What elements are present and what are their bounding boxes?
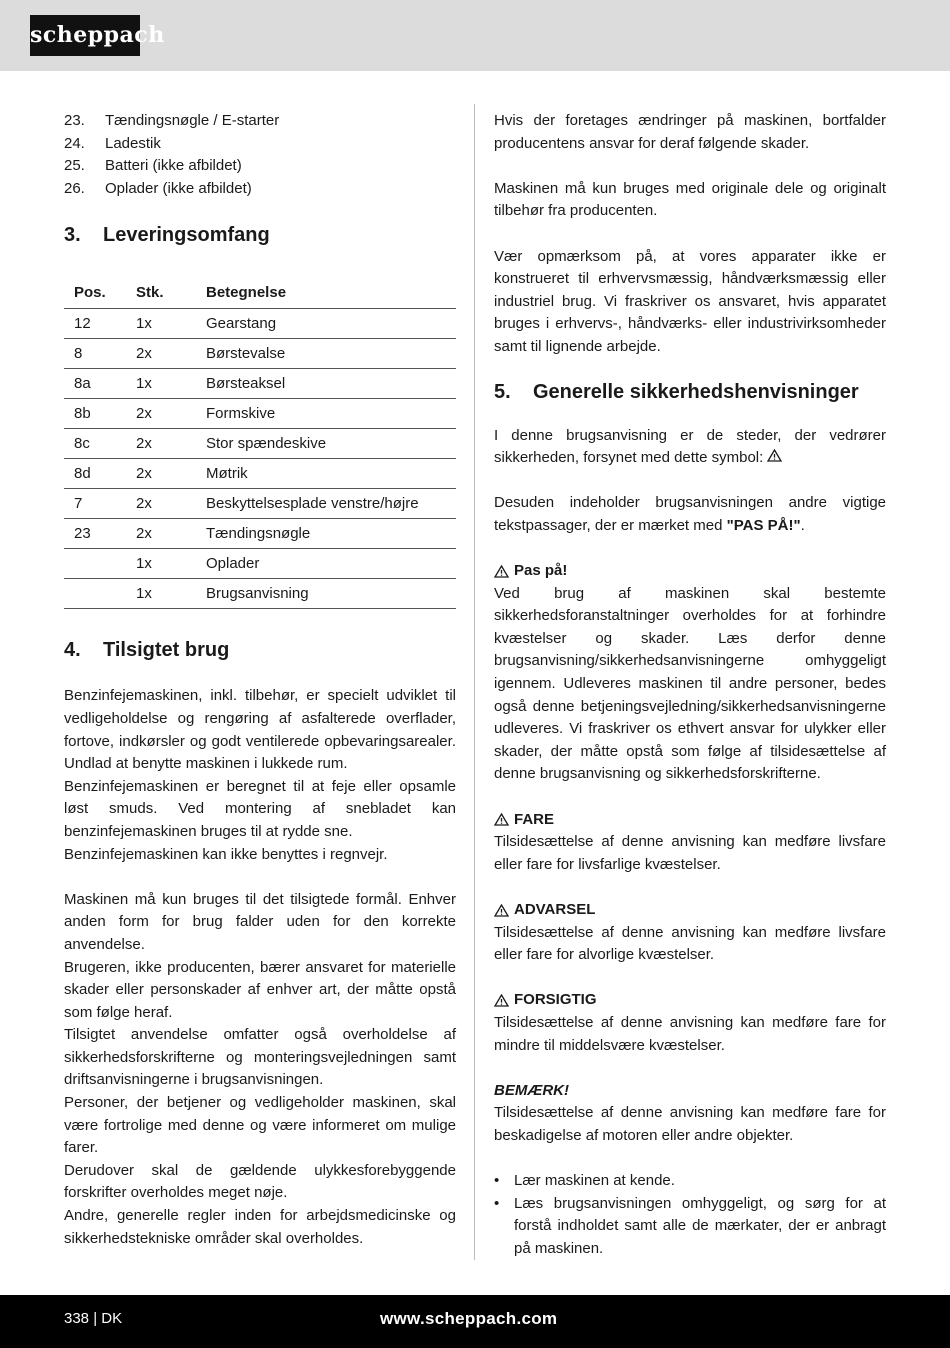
column-header: Stk. xyxy=(126,278,196,309)
cell: Gearstang xyxy=(196,309,456,339)
cell: 1x xyxy=(126,549,196,579)
paragraph: Vær opmærksom på, at vores apparater ikke er konstrueret til erhvervsmæssig, håndværksmæssig eller industriel brug. Vi fraskriver os ansvaret, hvis apparatet bruges i erhvervs-, håndværks- eller industrivirksomheder samt til lignende arbejde. xyxy=(494,247,886,355)
list-item xyxy=(64,155,456,178)
section-number: 5. xyxy=(494,380,511,403)
item-text: Batteri (ikke afbildet) xyxy=(105,157,242,175)
cell: 2x xyxy=(126,459,196,489)
paragraph: Personer, der betjener og vedligeholder maskinen, skal være fortrolige med denne og være informeret om mulige farer. xyxy=(64,1094,456,1157)
paragraph-text: . xyxy=(800,516,805,534)
table-row xyxy=(64,549,456,579)
paragraph: Tilsidesættelse af denne anvisning kan medføre fare for beskadigelse af motoren eller andre objekter. xyxy=(494,1104,886,1144)
cell: 2x xyxy=(126,339,196,369)
item-text: Ladestik xyxy=(105,134,161,152)
cell: Oplader xyxy=(196,549,456,579)
column-header: Pos. xyxy=(64,278,126,309)
list-item xyxy=(494,1170,886,1193)
cell xyxy=(64,549,126,579)
cell: 8b xyxy=(64,399,126,429)
cell: 8 xyxy=(64,339,126,369)
cell: 2x xyxy=(126,399,196,429)
cell: 2x xyxy=(126,429,196,459)
cell: Beskyttelsesplade venstre/højre xyxy=(196,489,456,519)
cell: 1x xyxy=(126,579,196,609)
note-heading: BEMÆRK! xyxy=(494,1081,569,1099)
paragraph: Tilsidesættelse af denne anvisning kan medføre fare for mindre til middelsvære kvæstelser. xyxy=(494,1013,886,1054)
cell: 8d xyxy=(64,459,126,489)
table-row xyxy=(64,399,456,429)
section-title: Tilsigtet brug xyxy=(103,639,230,662)
item-number: 24. xyxy=(64,134,85,152)
cell: 1x xyxy=(126,369,196,399)
warning-title: FARE xyxy=(514,810,555,828)
paragraph: Benzinfejemaskinen, inkl. tilbehør, er specielt udviklet til vedligeholdelse og rengøring af asfalterede overflader, fortove, indkørsler og godt ventilerede opbevaringsarealer. Undlad at benytte maskinen i lukkede rum. xyxy=(64,687,456,773)
list-item xyxy=(64,133,456,156)
section-heading-5 xyxy=(494,379,886,405)
warning-triangle-icon xyxy=(494,904,509,917)
section-title: Generelle sikkerhedshenvisninger xyxy=(533,380,859,403)
table-row xyxy=(64,429,456,459)
paragraph: Tilsidesættelse af denne anvisning kan medføre livsfare eller fare for alvorlige kvæstelser. xyxy=(494,923,886,964)
section-heading-3 xyxy=(64,222,456,248)
table-header-row xyxy=(64,278,456,309)
item-text: Læs brugsanvisningen omhyggeligt, og sørg for at forstå indholdet samt alle de mærkater, der er anbragt på maskinen. xyxy=(514,1194,886,1257)
table-row xyxy=(64,459,456,489)
item-text: Lær maskinen at kende. xyxy=(514,1172,675,1190)
list-item xyxy=(494,1193,886,1261)
warning-title: ADVARSEL xyxy=(514,901,596,918)
list-item xyxy=(64,110,456,133)
paragraph: Maskinen må kun bruges med originale dele og originalt tilbehør fra producenten. xyxy=(494,179,886,220)
paragraph: Brugeren, ikke producenten, bærer ansvaret for materielle skader eller personskader af enhver art, der måtte opstå som følge heraf. xyxy=(64,958,456,1021)
cell: Brugsanvisning xyxy=(196,579,456,609)
section-title: Leveringsomfang xyxy=(103,224,270,247)
bullet: • xyxy=(494,1194,500,1212)
parts-list xyxy=(64,110,456,200)
delivery-table xyxy=(64,278,456,609)
warning-triangle-icon xyxy=(494,813,509,826)
right-column xyxy=(494,110,886,1261)
cell: 2x xyxy=(126,519,196,549)
warning-heading xyxy=(494,560,886,583)
cell: 8c xyxy=(64,429,126,459)
website-link[interactable]: www.scheppach.com xyxy=(380,1309,558,1328)
table-row xyxy=(64,579,456,609)
pas-paa-label: "PAS PÅ!" xyxy=(726,516,801,534)
cell: Formskive xyxy=(196,399,456,429)
column-header: Betegnelse xyxy=(196,278,456,309)
warning-title: Pas på! xyxy=(514,562,568,580)
page-footer xyxy=(0,1295,950,1348)
item-number: 26. xyxy=(64,179,85,197)
paragraph: Ved brug af maskinen skal bestemte sikkerhedsforanstaltninger overholdes for at forhindre kvæstelser og skader. Læs derfor denne brugsanvisning/sikkerhedsanvisningerne omhyggeligt igennem. Udleveres maskinen til andre personer, bedes også denne betjeningsvejledning/sikkerhedsanvisningerne udleveres. Vi fraskriver os ethvert ansvar for ulykker eller skader, der måtte opstå som følge af tilsidesættelse af denne brugsanvisning og sikkerhedsforskrifterne. xyxy=(494,584,886,783)
paragraph: Maskinen må kun bruges til det tilsigtede formål. Enhver anden form for brug falder uden for den korrekte anvendelse. xyxy=(64,890,456,953)
cell: 1x xyxy=(126,309,196,339)
page-number: 338 | DK xyxy=(64,1310,123,1327)
cell: 8a xyxy=(64,369,126,399)
section-number: 3. xyxy=(64,224,81,247)
section-heading-4 xyxy=(64,637,456,663)
cell: Børsteaksel xyxy=(196,369,456,399)
paragraph: Benzinfejemaskinen kan ikke benyttes i regnvejr. xyxy=(64,845,388,863)
section-number: 4. xyxy=(64,639,81,662)
left-column xyxy=(64,110,456,1250)
paragraph: Tilsidesættelse af denne anvisning kan medføre livsfare eller fare for livsfarlige kvæstelser. xyxy=(494,833,886,873)
paragraph-text: Desuden indeholder brugsanvisningen andre vigtige tekstpassager, der er mærket med xyxy=(494,494,886,534)
warning-title: FORSIGTIG xyxy=(514,991,597,1009)
column-divider xyxy=(474,104,475,1260)
warning-triangle-icon xyxy=(767,449,782,462)
cell: Tændingsnøgle xyxy=(196,519,456,549)
item-number: 25. xyxy=(64,157,85,175)
bullet-list xyxy=(494,1170,886,1260)
cell: 23 xyxy=(64,519,126,549)
table-row xyxy=(64,489,456,519)
table-row xyxy=(64,369,456,399)
cell: 12 xyxy=(64,309,126,339)
paragraph: Tilsigtet anvendelse omfatter også overholdelse af sikkerhedsforskrifterne og monteringsvejledningen samt driftsanvisningerne i brugsanvisningen. xyxy=(64,1026,456,1089)
paragraph: Derudover skal de gældende ulykkesforebyggende forskrifter overholdes meget nøje. xyxy=(64,1161,456,1202)
cell: Stor spændeskive xyxy=(196,429,456,459)
item-text: Oplader (ikke afbildet) xyxy=(105,179,252,197)
cell: 2x xyxy=(126,489,196,519)
cell: Møtrik xyxy=(196,459,456,489)
paragraph: Hvis der foretages ændringer på maskinen, bortfalder producentens ansvar for deraf følgende skader. xyxy=(494,112,886,152)
item-number: 23. xyxy=(64,112,85,129)
warning-triangle-icon xyxy=(494,994,509,1007)
scheppach-logo: scheppach xyxy=(30,15,140,56)
bullet: • xyxy=(494,1172,500,1190)
forsigtig-heading xyxy=(494,989,886,1012)
warning-triangle-icon xyxy=(494,565,509,578)
table-row xyxy=(64,309,456,339)
paragraph-text: I denne brugsanvisning er de steder, der vedrører sikkerheden, forsynet med dette symbol: xyxy=(494,426,886,467)
table-row xyxy=(64,519,456,549)
danger-heading xyxy=(494,809,886,832)
list-item xyxy=(64,178,456,201)
page-header xyxy=(0,0,950,71)
paragraph xyxy=(494,425,886,470)
advarsel-heading xyxy=(494,899,886,922)
cell: Børstevalse xyxy=(196,339,456,369)
paragraph xyxy=(494,492,886,537)
item-text: Tændingsnøgle / E-starter xyxy=(105,112,280,129)
paragraph: Benzinfejemaskinen er beregnet til at feje eller opsamle løst smuds. Ved montering af snebladet kan benzinfejemaskinen bruges til at rydde sne. xyxy=(64,777,456,840)
cell: 7 xyxy=(64,489,126,519)
table-row xyxy=(64,339,456,369)
paragraph: Andre, generelle regler inden for arbejdsmedicinske og sikkerhedstekniske områder skal overholdes. xyxy=(64,1207,456,1247)
cell xyxy=(64,579,126,609)
